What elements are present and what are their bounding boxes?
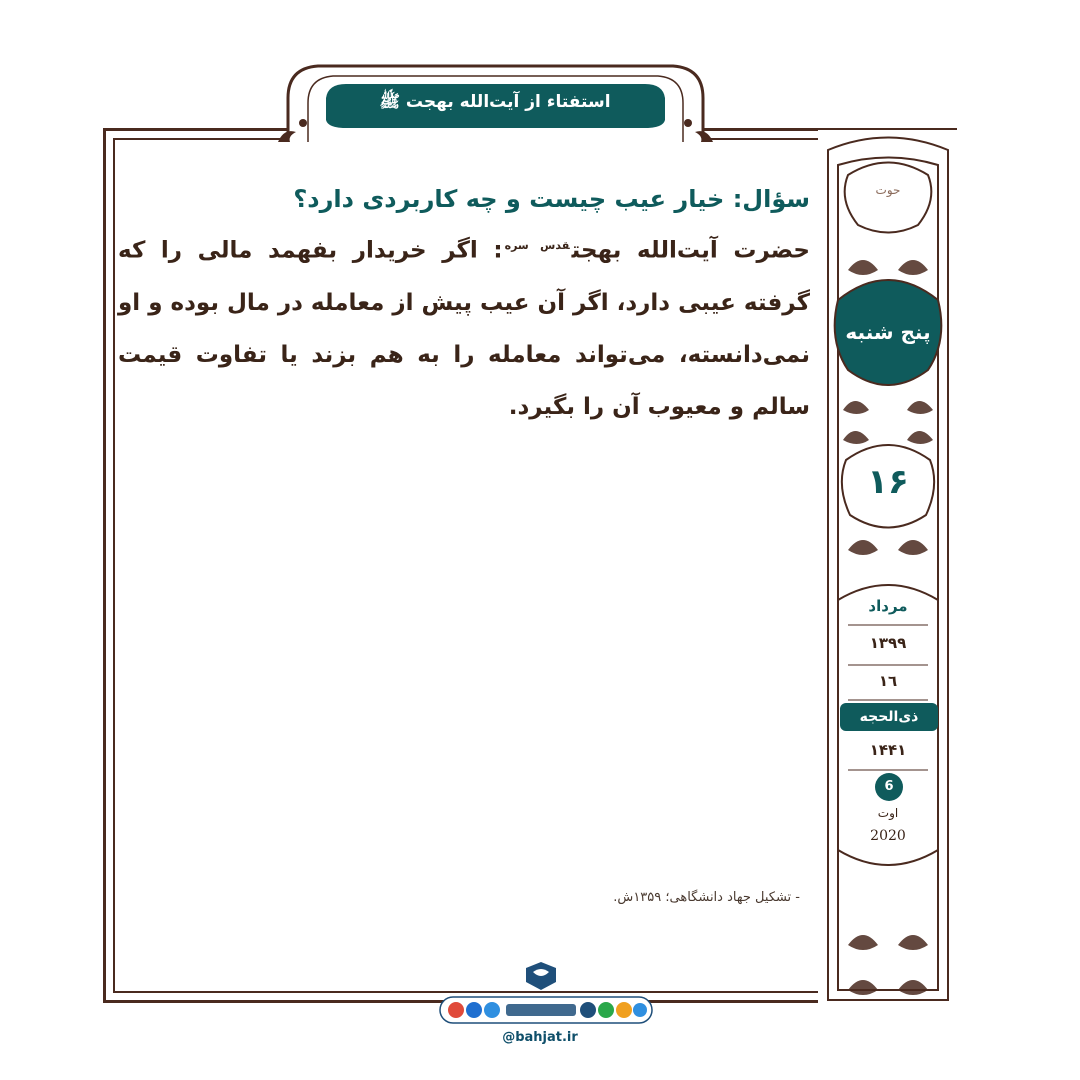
header-title: استفتاء از آیت‌الله بهجت ﷺ <box>379 92 611 112</box>
gregorian-month: اوت <box>877 806 899 820</box>
footnote: - تشکیل جهاد دانشگاهی؛ ۱۳۵۹ش. <box>613 890 800 905</box>
main-content <box>118 178 810 433</box>
answer-label: حضرت آیت‌الله بهجت <box>571 237 810 264</box>
gregorian-day-badge: 6 <box>875 773 903 801</box>
ornament-column <box>818 130 958 1010</box>
answer-paragraph <box>118 220 810 433</box>
solar-month-small: حوت <box>875 183 901 197</box>
solar-day: ۱۶ <box>867 462 909 502</box>
lunar-day: ١٦ <box>878 672 898 690</box>
solar-month: مرداد <box>868 597 908 615</box>
lunar-year: ۱۴۴۱ <box>869 741 907 759</box>
question-text: سؤال: خیار عیب چیست و چه کاربردی دارد؟ <box>293 185 810 213</box>
answer-text: : اگر خریدار بفهمد مالی را که گرفته عیبی دارد، اگر آن عیب پیش از معامله در مال بوده و او نمی‌دانسته، می‌تواند معامله را به هم بزند یا تفاوت قیمت سالم و معیوب آن را بگیرد. <box>118 237 810 420</box>
weekday-label: پنج شنبه <box>845 320 931 344</box>
logo-icon <box>524 962 558 990</box>
social-handle: @bahjat.ir <box>502 1030 578 1045</box>
solar-year: ۱۳۹۹ <box>869 634 907 652</box>
gregorian-year: 2020 <box>870 828 906 844</box>
honorific-mark: قدس سره <box>504 239 570 252</box>
social-bar <box>438 993 654 1029</box>
lunar-month-badge: ذی‌الحجه <box>840 703 938 731</box>
